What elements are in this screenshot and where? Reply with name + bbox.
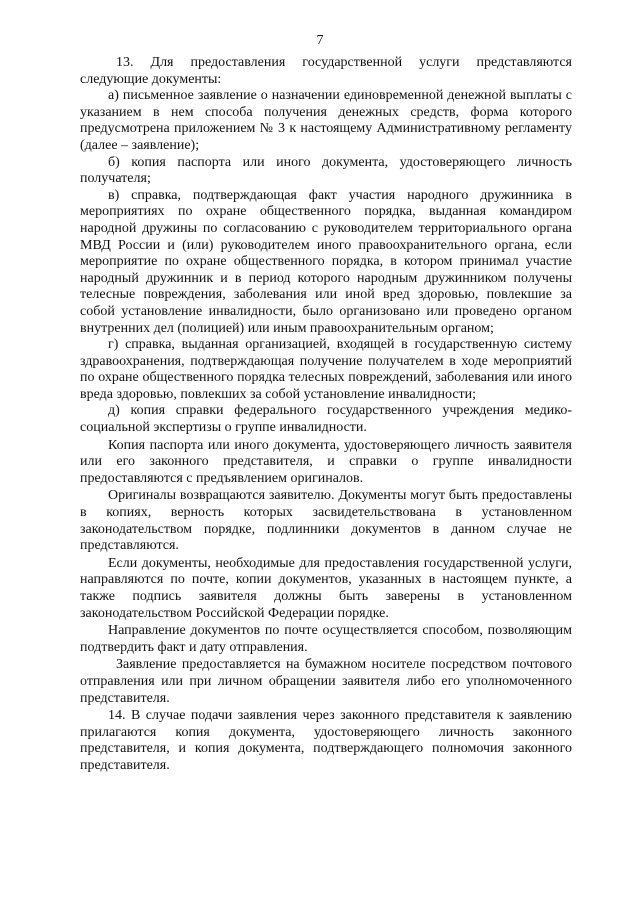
paragraph-13-b: б) копия паспорта или иного документа, удостоверяющего личность получателя; [80,154,572,187]
paragraph-originals-copies: Копия паспорта или иного документа, удостоверяющего личность заявителя или его законного представителя, и справки о группе инвалидности предоставляются с предъявлением оригиналов. [80,437,572,486]
paragraph-13-d: д) копия справки федерального государственного учреждения медико-социальной экспертизы о группе инвалидности. [80,403,572,436]
paragraph-14: 14. В случае подачи заявления через законного представителя к заявлению прилагаются копия документа, удостоверяющего личность законного представителя, и копия документа, подтверждающего полномочия законного представителя. [80,708,572,773]
paragraph-postal-method: Направление документов по почте осуществляется способом, позволяющим подтвердить факт и дату отправления. [80,623,572,655]
page-number: 7 [316,33,324,48]
paragraph-13-g: г) справка, выданная организацией, входящей в государственную систему здравоохранения, подтверждающая получение получателем в ходе мероприятий по охране общественного порядка телесных повреждений, заболевания или иного вреда здоровью, повлекших за собой установление инвалидности; [80,337,572,402]
document-body [80,55,572,775]
paragraph-originals-returned: Оригиналы возвращаются заявителю. Документы могут быть предоставлены в копиях, верность которых засвидетельствована в установленном законодательством порядке, подлинники документов в данном случае не представляются. [80,488,572,554]
paragraph-13-intro: 13. Для предоставления государственной услуги представляются следующие документы: [80,55,572,87]
paragraph-paper-application: Заявление предоставляется на бумажном носителе посредством почтового отправления или при личном обращении заявителя либо его уполномоченного представителя. [80,657,572,706]
paragraph-postal-submission: Если документы, необходимые для предоставления государственной услуги, направляются по почте, копии документов, указанных в настоящем пункте, а также подпись заявителя должны быть заверены в установленном законодательством Российской Федерации порядке. [80,555,572,621]
paragraph-13-v: в) справка, подтверждающая факт участия народного дружинника в мероприятиях по охране общественного порядка, выданная командиром народной дружины по согласованию с руководителем территориального органа МВД России и (или) руководителем иного правоохранительного органа, если мероприятие по охране общественного порядка, в котором принимал участие народный дружинник и в период которого народным дружинником получены телесные повреждения, заболевания или иной вред здоровью, повлекшие за собой установление инвалидности, было организовано или проведено органом внутренних дел (полицией) или иным правоохранительным органом; [80,187,572,336]
paragraph-13-a: а) письменное заявление о назначении единовременной денежной выплаты с указанием в нем способа получения денежных средств, форма которого предусмотрена приложением № 3 к настоящему Административному регламенту (далее – заявление); [80,88,572,153]
